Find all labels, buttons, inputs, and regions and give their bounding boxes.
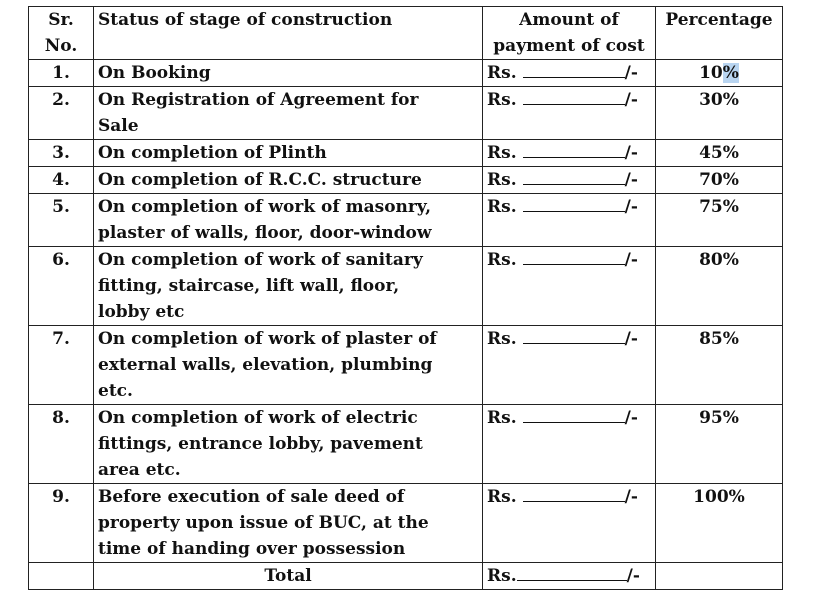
row-rs: Rs. [487,487,517,507]
row-amount-blank [523,169,625,185]
row-stage [94,326,483,405]
row-sr-no: 1. [29,60,94,87]
row-amount [483,484,656,563]
row-stage-line: On completion of R.C.C. structure [98,170,422,190]
row-stage-line: lobby etc [98,302,185,322]
row-percentage-value: 70% [699,170,739,190]
row-amount [483,60,656,87]
row-sr-no: 2. [29,87,94,140]
table-row [29,247,783,326]
row-stage-line: On completion of work of electric [98,408,418,428]
row-amount-blank [523,196,625,212]
total-percentage-empty [656,563,783,590]
row-rs: Rs. [487,329,517,349]
header-percentage: Percentage [656,7,783,60]
row-stage [94,87,483,140]
row-stage-line: external walls, elevation, plumbing [98,355,433,375]
table-row [29,87,783,140]
row-sr-no: 6. [29,247,94,326]
row-percentage-value: 10 [699,63,723,83]
row-percentage [656,167,783,194]
row-suffix: /- [624,329,638,349]
total-row [29,563,783,590]
row-percentage-value: 45% [699,143,739,163]
row-stage-line: fitting, staircase, lift wall, floor, [98,276,400,296]
table-row [29,194,783,247]
row-stage [94,247,483,326]
row-amount-blank [523,328,625,344]
total-label: Total [94,563,483,590]
row-amount-blank [523,249,625,265]
table-row [29,326,783,405]
row-amount [483,140,656,167]
row-stage [94,194,483,247]
row-amount-blank [523,486,625,502]
row-amount [483,194,656,247]
row-stage-line: On completion of work of sanitary [98,250,423,270]
row-percentage [656,60,783,87]
row-stage-line: fittings, entrance lobby, pavement [98,434,423,454]
row-suffix: /- [624,143,638,163]
header-sr-line: Sr. [48,10,74,30]
row-percentage [656,247,783,326]
total-rs: Rs. [487,566,517,586]
table-row [29,60,783,87]
row-amount [483,405,656,484]
row-percentage-value: 75% [699,197,739,217]
row-percentage [656,140,783,167]
row-rs: Rs. [487,197,517,217]
header-amount-line2: payment of cost [493,36,645,56]
row-stage [94,167,483,194]
row-suffix: /- [624,250,638,270]
row-percentage [656,484,783,563]
row-sr-no: 7. [29,326,94,405]
row-suffix: /- [624,170,638,190]
row-rs: Rs. [487,143,517,163]
row-rs: Rs. [487,250,517,270]
row-sr-no: 9. [29,484,94,563]
row-stage-line: On completion of work of masonry, [98,197,432,217]
row-stage-line: area etc. [98,460,181,480]
row-percentage-value: 30% [699,90,739,110]
table-row [29,167,783,194]
row-suffix: /- [624,197,638,217]
payment-schedule-table [28,6,783,590]
row-stage-line: Sale [98,116,139,136]
row-suffix: /- [624,90,638,110]
header-amount [483,7,656,60]
row-stage-line: Before execution of sale deed of [98,487,405,507]
row-percentage-value: 85% [699,329,739,349]
table-row [29,484,783,563]
row-amount [483,247,656,326]
row-stage-line: On completion of Plinth [98,143,327,163]
row-stage-line: On completion of work of plaster of [98,329,437,349]
row-amount [483,167,656,194]
total-suffix: /- [626,566,640,586]
row-sr-no: 3. [29,140,94,167]
row-percentage-sign-highlighted: % [722,63,739,83]
row-percentage [656,326,783,405]
total-empty-cell [29,563,94,590]
header-row [29,7,783,60]
row-stage [94,140,483,167]
row-percentage [656,194,783,247]
row-percentage-value: 100% [693,487,745,507]
row-percentage [656,87,783,140]
row-stage [94,484,483,563]
total-amount-blank [517,565,627,581]
row-sr-no: 8. [29,405,94,484]
row-sr-no: 5. [29,194,94,247]
table-row [29,140,783,167]
header-status: Status of stage of construction [94,7,483,60]
row-amount-blank [523,142,625,158]
total-amount [483,563,656,590]
row-stage-line: time of handing over possession [98,539,406,559]
table-row [29,405,783,484]
row-amount [483,87,656,140]
row-rs: Rs. [487,170,517,190]
row-stage-line: property upon issue of BUC, at the [98,513,429,533]
header-no-line: No. [44,36,78,56]
row-amount [483,326,656,405]
row-rs: Rs. [487,408,517,428]
header-sr-no [29,7,94,60]
row-stage [94,405,483,484]
row-percentage-value: 80% [699,250,739,270]
row-rs: Rs. [487,63,517,83]
row-percentage-value: 95% [699,408,739,428]
row-stage-line: On Booking [98,63,211,83]
row-stage-line: plaster of walls, floor, door-window [98,223,432,243]
row-amount-blank [523,62,625,78]
row-stage-line: etc. [98,381,133,401]
row-sr-no: 4. [29,167,94,194]
row-stage [94,60,483,87]
row-amount-blank [523,407,625,423]
row-rs: Rs. [487,90,517,110]
row-suffix: /- [624,408,638,428]
row-amount-blank [523,89,625,105]
row-suffix: /- [624,63,638,83]
header-amount-line1: Amount of [519,10,619,30]
row-percentage [656,405,783,484]
row-stage-line: On Registration of Agreement for [98,90,419,110]
row-suffix: /- [624,487,638,507]
